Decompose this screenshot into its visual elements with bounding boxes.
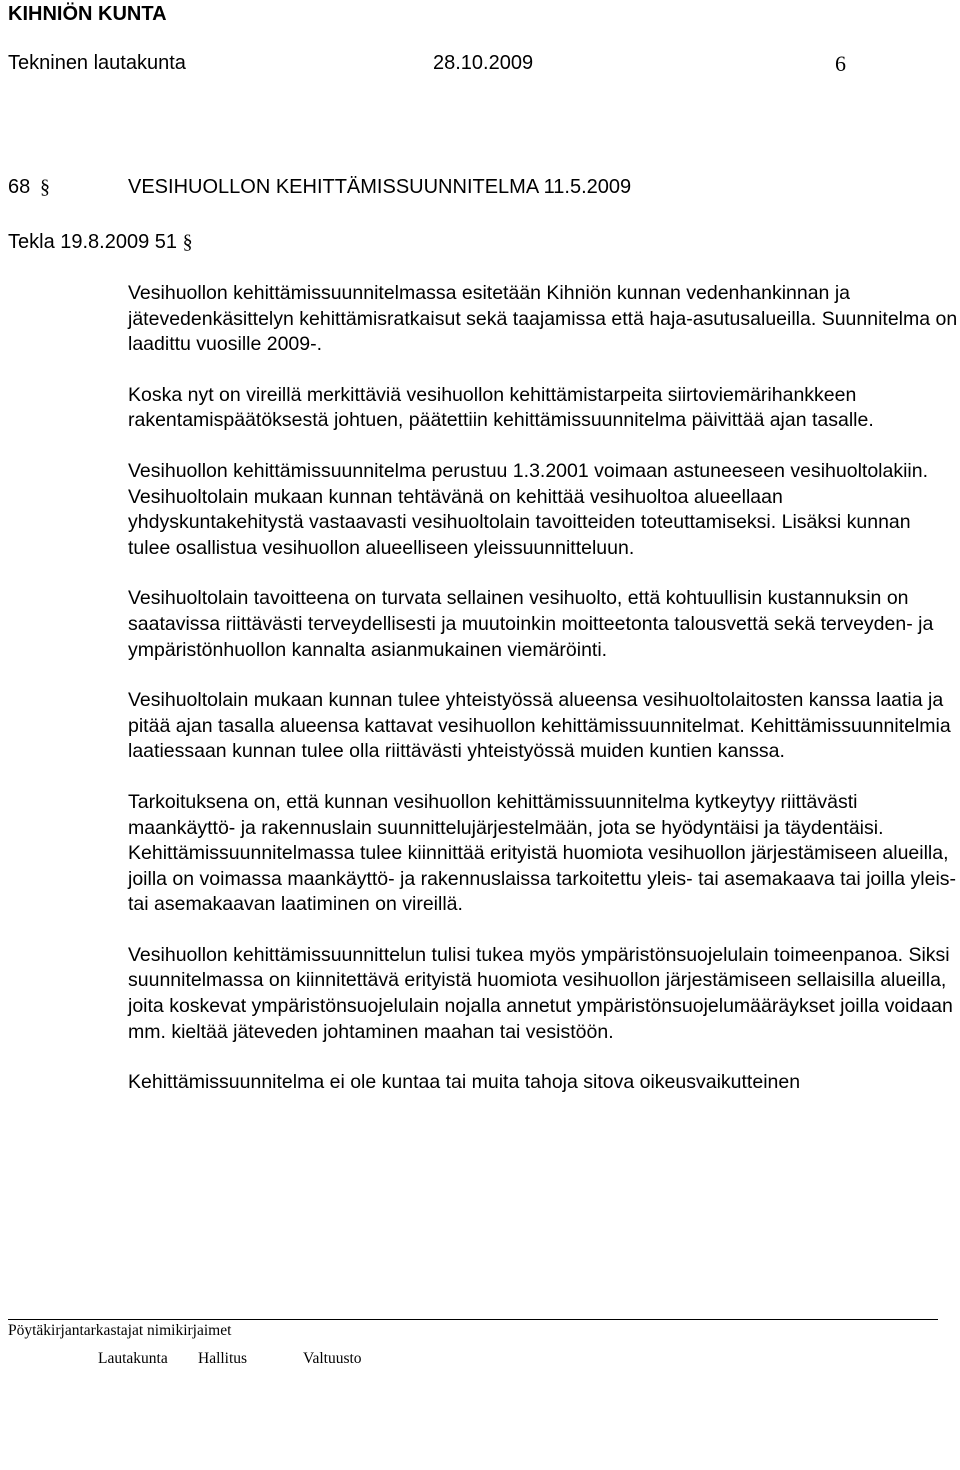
page-number: 6 [835,51,846,76]
paragraph-6: Tarkoituksena on, että kunnan vesihuollon kehittämissuunnitelma kytkeytyy riittävästi maankäyttö- ja rakennuslain suunnittelujärjestelmään, jota se hyödyntäisi ja täydentäisi. Kehittämissuunnitelmassa tulee kiinnittää erityistä huomiota vesihuollon järjestämiseen alueilla, joilla on voimassa maankäyttö- ja rakennuslaissa tarkoitettu yleis- tai asemakaava tai joilla yleis- tai asemakaavan laatiminen on vireillä. [128,790,957,916]
footer-signatures-label: Pöytäkirjantarkastajat nimikirjaimet [8,1322,232,1339]
section-title: VESIHUOLLON KEHITTÄMISSUUNNITELMA 11.5.2009 [128,176,632,198]
paragraph-5: Vesihuoltolain mukaan kunnan tulee yhteistyössä alueensa vesihuoltolaitosten kanssa laatia ja pitää ajan tasalla alueensa kattavat vesihuollon kehittämissuunnitelmat. Kehittämissuunnitelmia laatiessaan kunnan tulee olla riittävästi yhteistyössä muiden kuntien kanssa. [128,689,951,763]
section-reference [8,231,193,254]
paragraph-1: Vesihuollon kehittämissuunnitelmassa esitetään Kihniön kunnan vedenhankinnan ja jätevedenkäsittelyn kehittämisratkaisut sekä taajamissa että haja-asutusalueilla. Suunnitelma on laadittu vuosille 2009-. [128,282,958,356]
paragraph-7: Vesihuollon kehittämissuunnittelun tulisi tukea myös ympäristönsuojelulain toimeenpanoa. Siksi suunnitelmassa on kiinnitettävä erityistä huomiota vesihuollon järjestämiseen sellaisilla alueilla, joita koskevat ympäristönsuojelulain nojalla annetut ympäristönsuojelumääräykset joilla voidaan mm. kieltää jäteveden johtaminen maahan tai vesistöön. [128,943,953,1043]
section-number: 68 [8,176,31,198]
committee-name: Tekninen lautakunta [8,52,186,74]
section-sign: § [40,176,50,198]
document-body [128,281,958,1096]
paragraph-4: Vesihuoltolain tavoitteena on turvata sellainen vesihuolto, että kohtuullisin kustannuksin on saatavissa riittävästi terveydellisesti ja muutoinkin moitteetonta talousvettä sekä terveyden- ja ympäristönhuollon kannalta asianmukainen viemäröinti. [128,587,934,661]
meeting-date: 28.10.2009 [433,52,534,74]
paragraph-8: Kehittämissuunnitelma ei ole kuntaa tai muita tahoja sitova oikeusvaikutteinen [128,1071,801,1094]
reference-text: Tekla 19.8.2009 51 [8,231,178,253]
footer-column-lautakunta: Lautakunta [98,1350,168,1367]
footer-divider [8,1319,938,1320]
reference-section-sign: § [182,231,193,253]
paragraph-3: Vesihuollon kehittämissuunnitelma perustuu 1.3.2001 voimaan astuneeseen vesihuoltolakiin. Vesihuoltolain mukaan kunnan tehtävänä on kehittää vesihuoltoa alueellaan yhdyskuntakehitystä vastaavasti vesihuoltolain tavoitteiden toteuttamiseksi. Lisäksi kunnan tulee osallistua vesihuollon alueelliseen yleissuunnitteluun. [128,459,929,559]
organization-name: KIHNIÖN KUNTA [8,3,167,25]
footer-column-hallitus: Hallitus [198,1350,248,1367]
paragraph-2: Koska nyt on vireillä merkittäviä vesihuollon kehittämistarpeita siirtoviemärihankkeen rakentamispäätöksestä johtuen, päätettiin kehittämissuunnitelma päivittää ajan tasalle. [128,383,874,432]
footer-column-valtuusto: Valtuusto [303,1350,362,1367]
section-heading [8,176,631,199]
